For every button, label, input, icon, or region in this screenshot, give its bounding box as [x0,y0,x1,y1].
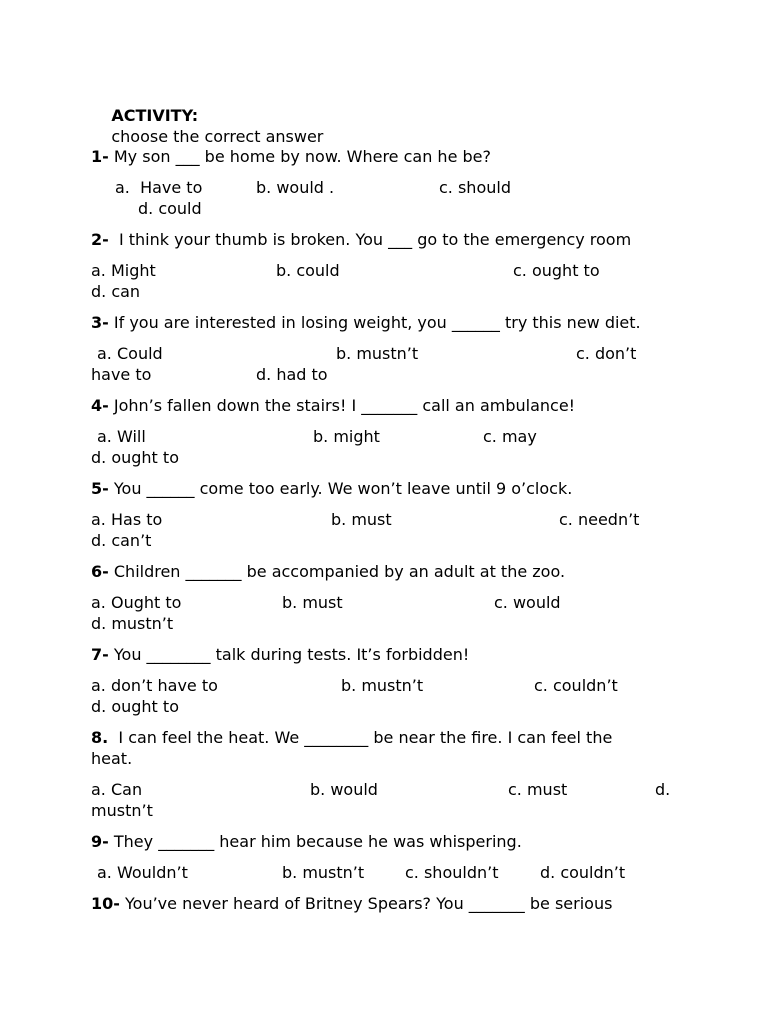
question-7 [91,644,469,665]
question-2 [91,229,631,250]
answer-option: d. can [91,282,141,301]
question-number: 4- [91,396,109,415]
question-text: You’ve never heard of Britney Spears? You _______ be serious [125,894,613,913]
question-8 [91,727,612,748]
answer-option: d. ought to [91,448,179,467]
answer-option: c. shouldn’t [405,863,499,882]
activity-instruction: choose the correct answer [111,127,324,146]
question-number: 9- [91,832,109,851]
question-number: 10- [91,894,120,913]
question-10 [91,893,612,914]
answer-option: b. would [310,780,378,799]
answer-option: c. couldn’t [534,676,618,695]
question-text: John’s fallen down the stairs! I _______ call an ambulance! [113,396,576,415]
answer-option: d. mustn’t [91,614,174,633]
answer-option: a. Can [91,780,143,799]
answer-option: c. must [508,780,568,799]
question-text: You ________ talk during tests. It’s forbidden! [113,645,470,664]
question-text: Children _______ be accompanied by an adult at the zoo. [113,562,566,581]
question-number: 6- [91,562,109,581]
answer-option: b. mustn’t [336,344,419,363]
answer-option: a. Might [91,261,156,280]
answer-option: b. mustn’t [282,863,365,882]
answer-option: a. don’t have to [91,676,218,695]
answer-option: b. could [276,261,340,280]
question-9 [91,831,522,852]
question-number: 1- [91,147,109,166]
answer-option: c. may [483,427,537,446]
question-3 [91,312,641,333]
question-text: I think your thumb is broken. You ___ go to the emergency room [113,230,632,249]
answer-option: c. don’t [576,344,637,363]
answer-option: b. must [282,593,343,612]
answer-option: d. [655,780,671,799]
question-text: They _______ hear him because he was whispering. [113,832,522,851]
question-number: 3- [91,313,109,332]
question-1 [91,146,491,167]
answer-option: a. Will [97,427,146,446]
question-number: 2- [91,230,109,249]
question-number: 8. [91,728,109,747]
question-text-continued: heat. [91,749,133,768]
answer-option: a. Ought to [91,593,182,612]
question-text: You ______ come too early. We won’t leave until 9 o’clock. [113,479,573,498]
answer-option: d. ought to [91,697,179,716]
answer-option: mustn’t [91,801,153,820]
answer-option: a. Wouldn’t [97,863,188,882]
question-number: 5- [91,479,109,498]
answer-option: b. mustn’t [341,676,424,695]
answer-option: d. had to [256,365,328,384]
answer-option: a. Have to [115,178,203,197]
answer-option: d. could [138,199,202,218]
answer-option: c. needn’t [559,510,640,529]
question-6 [91,561,565,582]
answer-option: have to [91,365,152,384]
question-text: My son ___ be home by now. Where can he be? [113,147,491,166]
answer-option: b. might [313,427,380,446]
answer-option: a. Could [97,344,163,363]
activity-label: ACTIVITY: [111,106,199,125]
question-text: I can feel the heat. We ________ be near the fire. I can feel the [113,728,613,747]
answer-option: b. would . [256,178,335,197]
answer-option: d. can’t [91,531,152,550]
question-5 [91,478,572,499]
answer-option: d. couldn’t [540,863,626,882]
question-text: If you are interested in losing weight, you ______ try this new diet. [113,313,641,332]
answer-option: a. Has to [91,510,163,529]
answer-option: b. must [331,510,392,529]
answer-option: c. should [439,178,511,197]
question-number: 7- [91,645,109,664]
question-4 [91,395,575,416]
answer-option: c. ought to [513,261,600,280]
answer-option: c. would [494,593,561,612]
